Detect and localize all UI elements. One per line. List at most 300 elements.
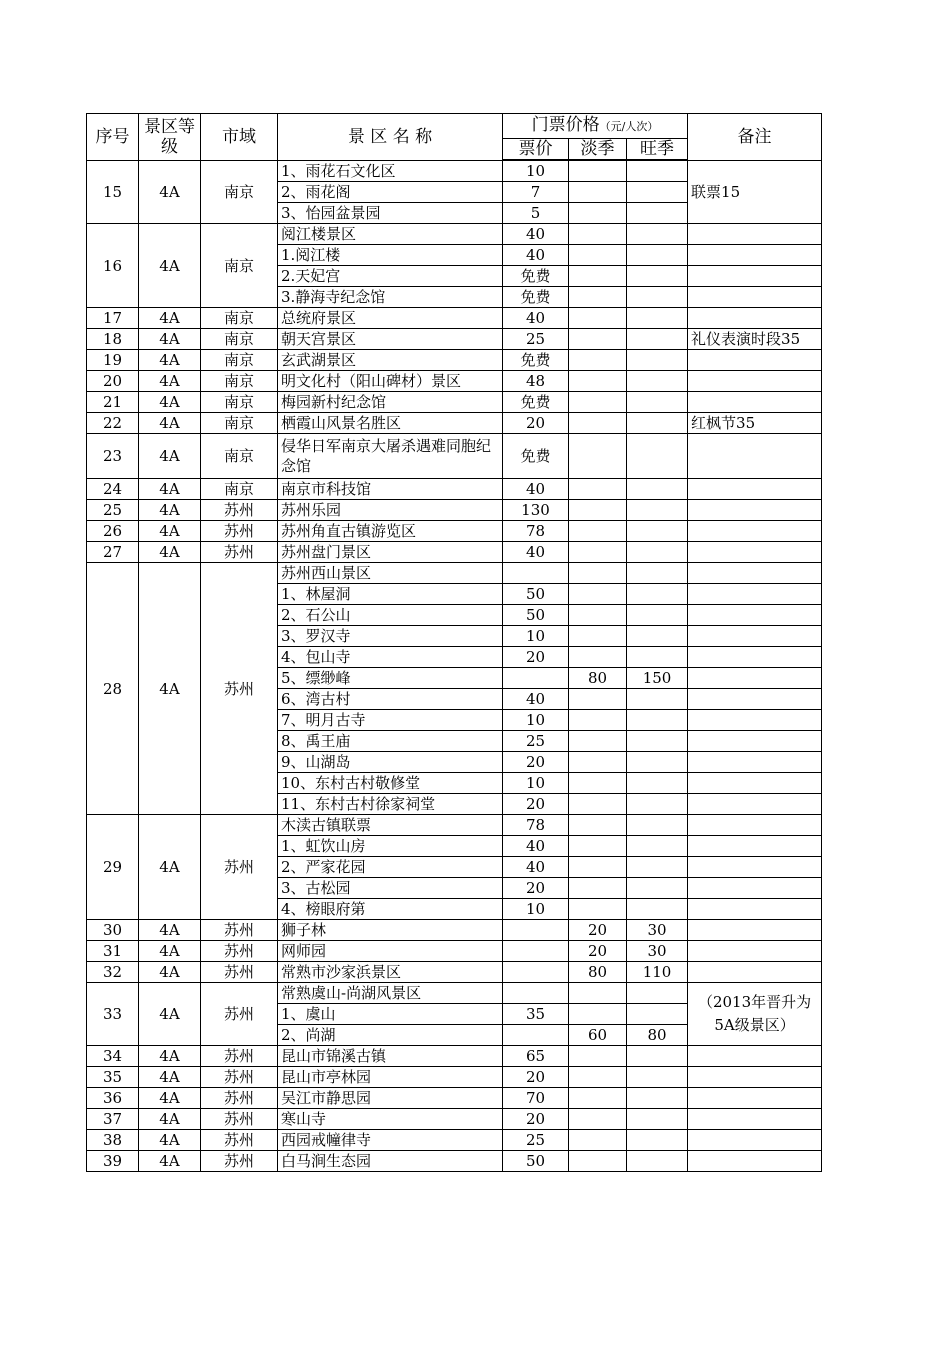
table-row — [87, 563, 822, 584]
scenic-name-cell: 1、虹饮山房 — [278, 836, 503, 857]
low-season-cell — [569, 626, 627, 647]
seq-cell: 21 — [87, 392, 139, 413]
scenic-name-cell: 7、明月古寺 — [278, 710, 503, 731]
peak-season-cell — [627, 1067, 688, 1088]
table-row — [87, 1088, 822, 1109]
low-season-cell — [569, 563, 627, 584]
low-season-cell — [569, 605, 627, 626]
note-cell — [688, 920, 822, 941]
note-cell — [688, 941, 822, 962]
low-season-cell — [569, 413, 627, 434]
city-cell: 苏州 — [201, 1130, 278, 1151]
seq-cell: 26 — [87, 521, 139, 542]
low-season-cell — [569, 392, 627, 413]
seq-cell: 30 — [87, 920, 139, 941]
table-row — [87, 434, 822, 479]
peak-season-cell — [627, 878, 688, 899]
peak-season-cell — [627, 434, 688, 479]
table-body — [87, 160, 822, 1172]
scenic-name-cell: 白马涧生态园 — [278, 1151, 503, 1172]
city-cell: 南京 — [201, 160, 278, 224]
note-cell — [688, 1109, 822, 1130]
low-season-cell — [569, 1130, 627, 1151]
header-level — [139, 114, 201, 161]
level-cell: 4A — [139, 815, 201, 920]
scenic-name-cell: 5、缥缈峰 — [278, 668, 503, 689]
city-cell: 苏州 — [201, 521, 278, 542]
peak-season-cell — [627, 815, 688, 836]
low-season-cell — [569, 479, 627, 500]
low-season-cell — [569, 899, 627, 920]
peak-season-cell — [627, 899, 688, 920]
note-cell — [688, 308, 822, 329]
price-cell: 50 — [503, 584, 569, 605]
scenic-name-cell: 侵华日军南京大屠杀遇难同胞纪念馆 — [278, 434, 503, 479]
peak-season-cell — [627, 203, 688, 224]
table-row — [87, 1130, 822, 1151]
low-season-cell — [569, 689, 627, 710]
header-note: 备注 — [688, 114, 822, 161]
peak-season-cell — [627, 710, 688, 731]
note-cell — [688, 287, 822, 308]
table-row — [87, 392, 822, 413]
peak-season-cell — [627, 413, 688, 434]
table-row — [87, 1151, 822, 1172]
scenic-price-table — [86, 113, 822, 1172]
low-season-cell — [569, 773, 627, 794]
note-cell — [688, 836, 822, 857]
low-season-cell — [569, 1088, 627, 1109]
peak-season-cell — [627, 773, 688, 794]
peak-season-cell — [627, 1088, 688, 1109]
low-season-cell — [569, 245, 627, 266]
table-row — [87, 308, 822, 329]
low-season-cell: 80 — [569, 668, 627, 689]
header-price-group — [503, 114, 688, 139]
price-cell: 40 — [503, 224, 569, 245]
level-cell: 4A — [139, 941, 201, 962]
price-cell: 78 — [503, 815, 569, 836]
peak-season-cell — [627, 731, 688, 752]
scenic-name-cell: 常熟虞山-尚湖风景区 — [278, 983, 503, 1004]
note-cell — [688, 605, 822, 626]
scenic-name-cell: 苏州盘门景区 — [278, 542, 503, 563]
low-season-cell — [569, 584, 627, 605]
scenic-name-cell: 2.天妃宫 — [278, 266, 503, 287]
low-season-cell — [569, 266, 627, 287]
note-cell — [688, 434, 822, 479]
scenic-name-cell: 西园戒幢律寺 — [278, 1130, 503, 1151]
low-season-cell — [569, 521, 627, 542]
peak-season-cell — [627, 350, 688, 371]
scenic-name-cell: 3、古松园 — [278, 878, 503, 899]
city-cell: 苏州 — [201, 1151, 278, 1172]
city-cell: 苏州 — [201, 1088, 278, 1109]
note-cell — [688, 710, 822, 731]
peak-season-cell — [627, 1151, 688, 1172]
price-cell: 40 — [503, 245, 569, 266]
level-cell: 4A — [139, 392, 201, 413]
scenic-name-cell: 1、虞山 — [278, 1004, 503, 1025]
seq-cell: 36 — [87, 1088, 139, 1109]
peak-season-cell — [627, 1046, 688, 1067]
level-cell: 4A — [139, 1088, 201, 1109]
scenic-name-cell: 6、湾古村 — [278, 689, 503, 710]
note-cell — [688, 500, 822, 521]
scenic-name-cell: 1、林屋洞 — [278, 584, 503, 605]
peak-season-cell — [627, 160, 688, 182]
table-row — [87, 350, 822, 371]
peak-season-cell — [627, 647, 688, 668]
note-cell — [688, 752, 822, 773]
price-cell: 40 — [503, 479, 569, 500]
peak-season-cell — [627, 245, 688, 266]
note-cell — [688, 794, 822, 815]
price-cell: 25 — [503, 731, 569, 752]
level-cell: 4A — [139, 962, 201, 983]
peak-season-cell — [627, 500, 688, 521]
note-cell: 联票15 — [688, 160, 822, 224]
scenic-name-cell: 10、东村古村敬修堂 — [278, 773, 503, 794]
scenic-name-cell: 网师园 — [278, 941, 503, 962]
price-cell: 10 — [503, 773, 569, 794]
level-cell: 4A — [139, 329, 201, 350]
scenic-name-cell: 梅园新村纪念馆 — [278, 392, 503, 413]
peak-season-cell — [627, 626, 688, 647]
note-cell — [688, 371, 822, 392]
scenic-name-cell: 苏州西山景区 — [278, 563, 503, 584]
low-season-cell — [569, 815, 627, 836]
level-cell: 4A — [139, 308, 201, 329]
note-cell — [688, 668, 822, 689]
price-cell — [503, 1025, 569, 1046]
note-cell — [688, 857, 822, 878]
price-cell: 10 — [503, 899, 569, 920]
header-city: 市域 — [201, 114, 278, 161]
note-cell — [688, 392, 822, 413]
city-cell: 苏州 — [201, 500, 278, 521]
scenic-name-cell: 3、罗汉寺 — [278, 626, 503, 647]
table-row — [87, 224, 822, 245]
header-price-group-label: 门票价格 — [531, 115, 600, 135]
price-cell: 40 — [503, 689, 569, 710]
level-cell: 4A — [139, 160, 201, 224]
price-cell — [503, 920, 569, 941]
header-price: 票价 — [503, 139, 569, 161]
price-cell: 免费 — [503, 266, 569, 287]
city-cell: 苏州 — [201, 941, 278, 962]
scenic-name-cell: 常熟市沙家浜景区 — [278, 962, 503, 983]
note-cell — [688, 1151, 822, 1172]
city-cell: 南京 — [201, 434, 278, 479]
city-cell: 苏州 — [201, 962, 278, 983]
price-cell: 20 — [503, 1067, 569, 1088]
note-cell — [688, 1067, 822, 1088]
note-cell — [688, 350, 822, 371]
price-cell: 10 — [503, 626, 569, 647]
table-row — [87, 1046, 822, 1067]
price-cell — [503, 941, 569, 962]
note-cell — [688, 962, 822, 983]
level-cell: 4A — [139, 434, 201, 479]
seq-cell: 32 — [87, 962, 139, 983]
scenic-name-cell: 栖霞山风景名胜区 — [278, 413, 503, 434]
note-cell — [688, 1046, 822, 1067]
price-cell: 20 — [503, 647, 569, 668]
price-cell: 20 — [503, 878, 569, 899]
scenic-name-cell: 9、山湖岛 — [278, 752, 503, 773]
peak-season-cell: 80 — [627, 1025, 688, 1046]
city-cell: 南京 — [201, 479, 278, 500]
note-cell — [688, 1130, 822, 1151]
peak-season-cell — [627, 794, 688, 815]
seq-cell: 38 — [87, 1130, 139, 1151]
low-season-cell — [569, 350, 627, 371]
price-cell: 免费 — [503, 392, 569, 413]
scenic-name-cell: 寒山寺 — [278, 1109, 503, 1130]
city-cell: 南京 — [201, 350, 278, 371]
low-season-cell — [569, 329, 627, 350]
low-season-cell — [569, 500, 627, 521]
level-cell: 4A — [139, 413, 201, 434]
note-cell — [688, 626, 822, 647]
scenic-name-cell: 苏州乐园 — [278, 500, 503, 521]
price-cell: 7 — [503, 182, 569, 203]
seq-cell: 29 — [87, 815, 139, 920]
scenic-name-cell: 木渎古镇联票 — [278, 815, 503, 836]
scenic-name-cell: 玄武湖景区 — [278, 350, 503, 371]
low-season-cell — [569, 542, 627, 563]
low-season-cell — [569, 182, 627, 203]
peak-season-cell — [627, 752, 688, 773]
table-row — [87, 920, 822, 941]
scenic-name-cell: 吴江市静思园 — [278, 1088, 503, 1109]
note-cell: 红枫节35 — [688, 413, 822, 434]
note-cell — [688, 647, 822, 668]
note-cell — [688, 245, 822, 266]
seq-cell: 37 — [87, 1109, 139, 1130]
peak-season-cell — [627, 392, 688, 413]
level-cell: 4A — [139, 1151, 201, 1172]
price-cell: 40 — [503, 308, 569, 329]
scenic-name-cell: 昆山市锦溪古镇 — [278, 1046, 503, 1067]
note-cell — [688, 479, 822, 500]
seq-cell: 25 — [87, 500, 139, 521]
table-row — [87, 160, 822, 182]
low-season-cell — [569, 983, 627, 1004]
low-season-cell — [569, 1067, 627, 1088]
price-cell: 10 — [503, 160, 569, 182]
price-cell: 20 — [503, 1109, 569, 1130]
scenic-name-cell: 朝天宫景区 — [278, 329, 503, 350]
scenic-name-cell: 总统府景区 — [278, 308, 503, 329]
seq-cell: 16 — [87, 224, 139, 308]
low-season-cell — [569, 1004, 627, 1025]
peak-season-cell — [627, 836, 688, 857]
price-cell: 50 — [503, 1151, 569, 1172]
low-season-cell — [569, 224, 627, 245]
note-cell — [688, 899, 822, 920]
price-cell: 免费 — [503, 350, 569, 371]
peak-season-cell — [627, 224, 688, 245]
city-cell: 南京 — [201, 392, 278, 413]
level-cell: 4A — [139, 500, 201, 521]
price-cell — [503, 962, 569, 983]
header-seq: 序号 — [87, 114, 139, 161]
table-row — [87, 521, 822, 542]
note-cell: 礼仪表演时段35 — [688, 329, 822, 350]
city-cell: 苏州 — [201, 815, 278, 920]
seq-cell: 35 — [87, 1067, 139, 1088]
level-cell: 4A — [139, 1067, 201, 1088]
peak-season-cell — [627, 689, 688, 710]
city-cell: 苏州 — [201, 563, 278, 815]
price-cell: 70 — [503, 1088, 569, 1109]
city-cell: 苏州 — [201, 920, 278, 941]
note-cell: （2013年晋升为5A级景区） — [688, 983, 822, 1046]
low-season-cell — [569, 710, 627, 731]
note-cell — [688, 266, 822, 287]
peak-season-cell — [627, 266, 688, 287]
peak-season-cell — [627, 1130, 688, 1151]
seq-cell: 34 — [87, 1046, 139, 1067]
seq-cell: 20 — [87, 371, 139, 392]
header-low-season: 淡季 — [569, 139, 627, 161]
low-season-cell — [569, 160, 627, 182]
table-row — [87, 329, 822, 350]
scenic-name-cell: 南京市科技馆 — [278, 479, 503, 500]
scenic-name-cell: 8、禹王庙 — [278, 731, 503, 752]
peak-season-cell — [627, 857, 688, 878]
peak-season-cell — [627, 983, 688, 1004]
table-row — [87, 371, 822, 392]
price-cell: 免费 — [503, 287, 569, 308]
price-cell: 10 — [503, 710, 569, 731]
peak-season-cell: 30 — [627, 941, 688, 962]
scenic-name-cell: 狮子林 — [278, 920, 503, 941]
low-season-cell — [569, 878, 627, 899]
table-row — [87, 1067, 822, 1088]
seq-cell: 33 — [87, 983, 139, 1046]
low-season-cell — [569, 836, 627, 857]
price-cell: 20 — [503, 794, 569, 815]
scenic-name-cell: 2、雨花阁 — [278, 182, 503, 203]
header-price-unit: （元/人次） — [599, 120, 659, 133]
note-cell — [688, 542, 822, 563]
city-cell: 南京 — [201, 224, 278, 308]
level-cell: 4A — [139, 521, 201, 542]
level-cell: 4A — [139, 563, 201, 815]
low-season-cell — [569, 1151, 627, 1172]
peak-season-cell — [627, 521, 688, 542]
level-cell: 4A — [139, 542, 201, 563]
peak-season-cell — [627, 182, 688, 203]
low-season-cell — [569, 1046, 627, 1067]
price-cell: 65 — [503, 1046, 569, 1067]
city-cell: 苏州 — [201, 1109, 278, 1130]
level-cell: 4A — [139, 983, 201, 1046]
city-cell: 苏州 — [201, 983, 278, 1046]
price-cell: 40 — [503, 857, 569, 878]
scenic-name-cell: 1、雨花石文化区 — [278, 160, 503, 182]
scenic-name-cell: 4、包山寺 — [278, 647, 503, 668]
seq-cell: 18 — [87, 329, 139, 350]
note-cell — [688, 224, 822, 245]
scenic-name-cell: 2、严家花园 — [278, 857, 503, 878]
note-cell — [688, 1088, 822, 1109]
low-season-cell — [569, 1109, 627, 1130]
city-cell: 苏州 — [201, 1046, 278, 1067]
level-cell: 4A — [139, 1130, 201, 1151]
seq-cell: 28 — [87, 563, 139, 815]
level-cell: 4A — [139, 1046, 201, 1067]
peak-season-cell — [627, 371, 688, 392]
peak-season-cell — [627, 563, 688, 584]
low-season-cell — [569, 371, 627, 392]
low-season-cell — [569, 287, 627, 308]
price-cell: 35 — [503, 1004, 569, 1025]
note-cell — [688, 584, 822, 605]
level-cell: 4A — [139, 371, 201, 392]
note-cell — [688, 731, 822, 752]
level-cell: 4A — [139, 1109, 201, 1130]
scenic-name-cell: 2、石公山 — [278, 605, 503, 626]
header-level-text: 景区等级 — [144, 116, 195, 157]
low-season-cell — [569, 308, 627, 329]
scenic-name-cell: 1.阅江楼 — [278, 245, 503, 266]
low-season-cell — [569, 752, 627, 773]
peak-season-cell — [627, 605, 688, 626]
low-season-cell: 60 — [569, 1025, 627, 1046]
peak-season-cell: 150 — [627, 668, 688, 689]
low-season-cell — [569, 857, 627, 878]
seq-cell: 19 — [87, 350, 139, 371]
seq-cell: 23 — [87, 434, 139, 479]
seq-cell: 39 — [87, 1151, 139, 1172]
price-cell: 25 — [503, 1130, 569, 1151]
table-row — [87, 941, 822, 962]
note-cell — [688, 689, 822, 710]
price-cell: 78 — [503, 521, 569, 542]
scenic-name-cell: 3.静海寺纪念馆 — [278, 287, 503, 308]
table-row — [87, 500, 822, 521]
peak-season-cell — [627, 584, 688, 605]
city-cell: 苏州 — [201, 542, 278, 563]
low-season-cell: 20 — [569, 941, 627, 962]
city-cell: 南京 — [201, 308, 278, 329]
seq-cell: 31 — [87, 941, 139, 962]
peak-season-cell — [627, 329, 688, 350]
seq-cell: 24 — [87, 479, 139, 500]
peak-season-cell — [627, 479, 688, 500]
scenic-name-cell: 昆山市亭林园 — [278, 1067, 503, 1088]
peak-season-cell — [627, 542, 688, 563]
seq-cell: 17 — [87, 308, 139, 329]
level-cell: 4A — [139, 224, 201, 308]
note-cell — [688, 521, 822, 542]
city-cell: 南京 — [201, 371, 278, 392]
scenic-name-cell: 2、尚湖 — [278, 1025, 503, 1046]
note-cell — [688, 563, 822, 584]
note-cell — [688, 815, 822, 836]
city-cell: 南京 — [201, 329, 278, 350]
level-cell: 4A — [139, 920, 201, 941]
price-cell — [503, 668, 569, 689]
price-cell: 50 — [503, 605, 569, 626]
peak-season-cell: 110 — [627, 962, 688, 983]
city-cell: 南京 — [201, 413, 278, 434]
price-cell: 5 — [503, 203, 569, 224]
